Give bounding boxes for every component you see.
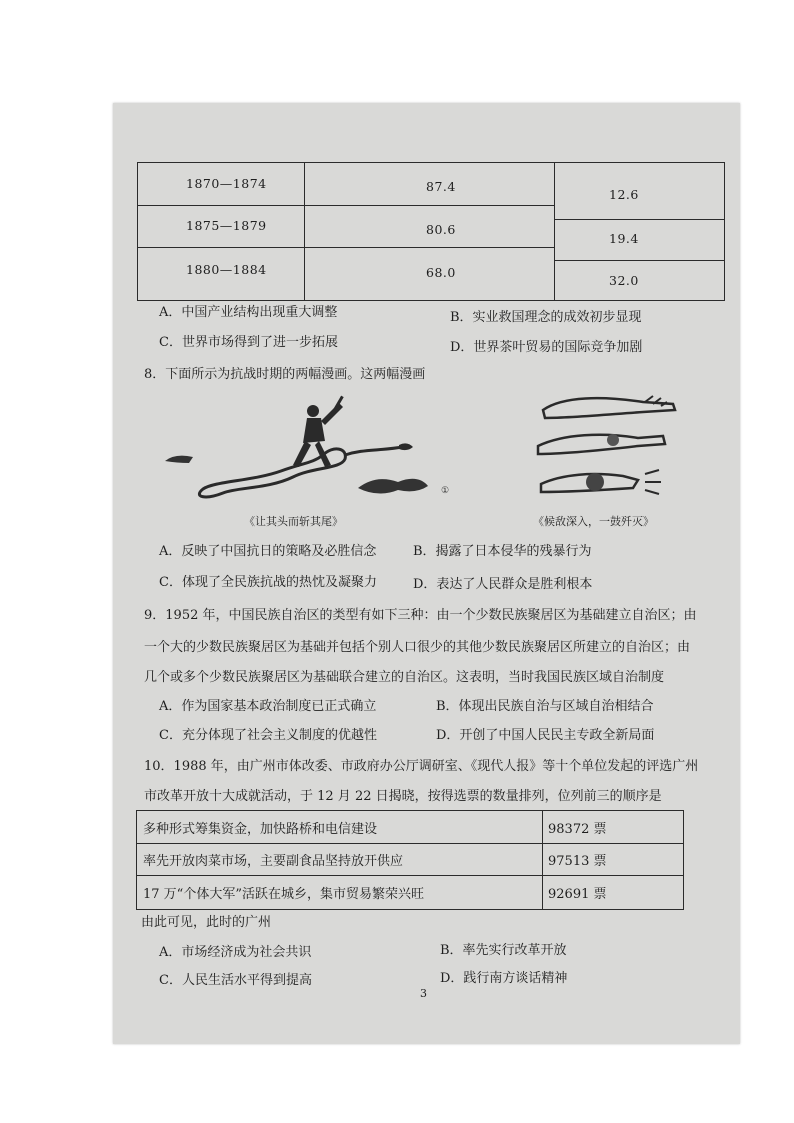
- q8-option-d[interactable]: D．表达了人民群众是胜利根本: [413, 577, 593, 592]
- table-cell-votes: 98372 票: [548, 822, 607, 837]
- table-cell-item: 率先开放肉菜市场，主要副食品坚持放开供应: [143, 854, 404, 869]
- q7-option-b[interactable]: B．实业救国理念的成效初步显现: [450, 310, 642, 325]
- q10-conclusion: 由此可见，此时的广州: [141, 915, 272, 930]
- q8-option-a[interactable]: A．反映了中国抗日的策略及必胜信念: [159, 544, 377, 559]
- export-share-table: [137, 162, 725, 301]
- table-cell-votes: 92691 票: [548, 887, 607, 902]
- q7-option-a[interactable]: A．中国产业结构出现重大调整: [159, 305, 338, 320]
- q10-option-d[interactable]: D．践行南方谈话精神: [440, 971, 568, 986]
- q10-option-b[interactable]: B．率先实行改革开放: [440, 943, 567, 958]
- table-cell-value: 87.4: [426, 179, 456, 194]
- q9-option-c[interactable]: C．充分体现了社会主义制度的优越性: [159, 728, 377, 743]
- q10-option-a[interactable]: A．市场经济成为社会共识: [159, 945, 312, 960]
- q8-option-b[interactable]: B．揭露了日本侵华的残暴行为: [413, 544, 592, 559]
- table-cell-period: 1870—1874: [186, 176, 267, 191]
- q9-option-d[interactable]: D．开创了中国人民民主专政全新局面: [436, 728, 655, 743]
- exam-page: [113, 103, 740, 1044]
- svg-text:①: ①: [441, 486, 450, 496]
- q9-stem-line: 9．1952 年，中国民族自治区的类型有如下三种：由一个少数民族聚居区为基础建立自治区；由: [144, 608, 697, 623]
- q9-option-b[interactable]: B．体现出民族自治与区域自治相结合: [436, 699, 654, 714]
- q7-option-d[interactable]: D．世界茶叶贸易的国际竞争加剧: [450, 340, 643, 355]
- table-row: [137, 843, 683, 876]
- table-cell-value: 32.0: [609, 273, 639, 288]
- q9-stem-line: 一个大的少数民族聚居区为基础并包括个别人口很少的其他少数民族聚居区所建立的自治区；由: [144, 640, 691, 655]
- q8-stem: 8．下面所示为抗战时期的两幅漫画。这两幅漫画: [144, 367, 426, 382]
- q7-option-c[interactable]: C．世界市场得到了进一步拓展: [159, 335, 338, 350]
- table-cell-value: 19.4: [609, 231, 639, 246]
- table-cell-value: 80.6: [426, 222, 456, 237]
- page-number: 3: [420, 987, 427, 1000]
- q10-option-c[interactable]: C．人民生活水平得到提高: [159, 973, 312, 988]
- q9-option-a[interactable]: A．作为国家基本政治制度已正式确立: [159, 699, 377, 714]
- table-cell-value: 68.0: [426, 265, 456, 280]
- table-cell-period: 1880—1884: [186, 262, 267, 277]
- q10-stem-line: 10．1988 年，由广州市体改委、市政府办公厅调研室、《现代人报》等十个单位发起的评选广州: [144, 759, 699, 774]
- table-cell-period: 1875—1879: [186, 218, 267, 233]
- q8-option-c[interactable]: C．体现了全民族抗战的热忱及凝聚力: [159, 575, 377, 590]
- cartoon-right-image: [533, 388, 693, 513]
- table-cell-value: 12.6: [609, 187, 639, 202]
- q9-stem-line: 几个或多个少数民族聚居区为基础联合建立的自治区。这表明，当时我国民族区域自治制度: [144, 670, 665, 685]
- cartoon-right-caption: 《候敌深入，一鼓歼灭》: [533, 515, 654, 528]
- reform-achievements-table: [136, 810, 684, 910]
- table-cell-item: 17 万“个体大军”活跃在城乡，集市贸易繁荣兴旺: [143, 887, 424, 902]
- table-row: [137, 876, 683, 909]
- cartoon-left-caption: 《让其头而斩其尾》: [244, 515, 343, 528]
- table-row: [137, 811, 683, 844]
- table-cell-item: 多种形式筹集资金，加快路桥和电信建设: [143, 822, 378, 837]
- table-cell-votes: 97513 票: [548, 854, 607, 869]
- cartoon-left-image: [163, 393, 453, 508]
- q10-stem-line: 市改革开放十大成就活动，于 12 月 22 日揭晓，按得选票的数量排列，位列前三的顺序是: [144, 789, 662, 804]
